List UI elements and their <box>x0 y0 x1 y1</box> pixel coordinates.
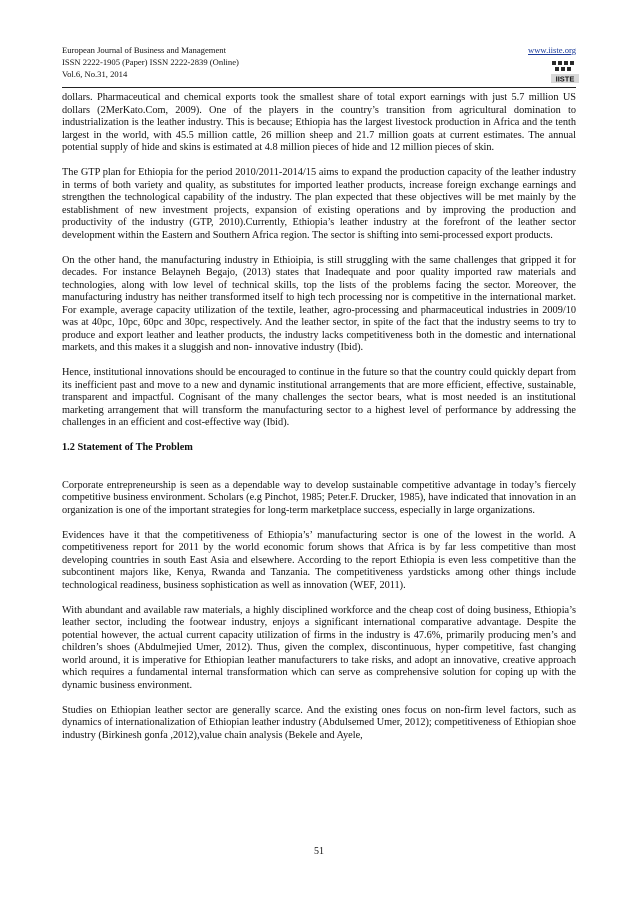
body-paragraph: Evidences have it that the competitiveness of Ethiopia’s’ manufacturing sector is one of the lowest in the world. A competitiveness report for 2011 by the world economic forum shows that Africa is by far less competitive than most developing countries in south East Asia and elsewhere. According to the report Ethiopia is even less competitive than the subcontinent majors like, Kenya, Rwanda and Tanzania. The competitiveness yardsticks among other things include technological readiness, business sophistication as well as innovation (WEF, 2011). <box>62 529 576 591</box>
body-paragraph: Corporate entrepreneurship is seen as a dependable way to develop sustainable competitive advantage in today’s fiercely competitive business environment. Scholars (e.g Pinchot, 1985; Peter.F. Drucker, 1985), have indicated that innovation in an organization is one of the important strategies for long-term marketplace success, especially in large organizations. <box>62 479 576 516</box>
journal-issn: ISSN 2222-1905 (Paper) ISSN 2222-2839 (Online) <box>62 57 239 68</box>
journal-url-link[interactable]: www.iiste.org <box>528 45 576 55</box>
section-heading: 1.2 Statement of The Problem <box>62 442 193 453</box>
body-paragraph: With abundant and available raw materials, a highly disciplined workforce and the cheap cost of doing business, Ethiopia’s leather sector, including the footwear industry, enjoys a significant international comparative advantage. Despite the potential however, the actual current capacity utilization of firms in the industry is 47.6%, primarily producing men’s and children’s shoes (Abdulmejied Umer, 2012). Thus, given the complex, discontinuous, hyper competitive, fast changing world around, it is imperative for Ethiopian leather manufacturers to take risks, and adopt an innovative, creative approach which requires a fundamental internal transformation which can serve as comprehensive solution for coping up with the dynamic business environment. <box>62 604 576 691</box>
body-paragraph: dollars. Pharmaceutical and chemical exports took the smallest share of total export earnings with just 5.7 million US dollars (2MerKato.Com, 2009). One of the players in the country’s transition from agricultural domination to industrialization is the leather industry. This is because; Ethiopia has the largest livestock production in Africa and the tenth largest in the world, with 45.5 million cattle, 26 million sheep and 21.7 million goats at current estimates. The annual potential supply of hide and skins is estimated at 4.8 million pieces of hide and 12 million pieces of skin. <box>62 92 576 153</box>
svg-text:IISTE: IISTE <box>555 74 575 84</box>
journal-header <box>62 44 576 81</box>
article-body <box>62 92 576 755</box>
body-paragraph: Studies on Ethiopian leather sector are generally scarce. And the existing ones focus on non-firm level factors, such as dynamics of internationalization of Ethiopian leather industry (Abdulsemed Umer, 2012); competitiveness of Ethiopian shoe industry (Birkinesh gonfa ,2012),value chain analysis (Bekele and Ayele, <box>62 704 576 741</box>
journal-volume: Vol.6, No.31, 2014 <box>62 69 128 80</box>
body-paragraph: On the other hand, the manufacturing industry in Ethioipia, is still struggling with the same challenges that gripped it for decades. For instance Belayneh Begajo, (2013) states that Inadequate and poor quality imported raw materials and technologies, along with low level of technical skills, top the lists of the problems facing the sector. Moreover, the manufacturing industry has neither transformed itself to high tech processing nor is competitive in the international market. For example, average capacity utilization of the textile, leather, agro-processing and pharmaceutical industries in 2009/10 was at 40pc, 10pc, 60pc and 30pc, respectively. And the leather sector, in spite of the fact that the industry seems to try to produce and export leather and leather products, the industry lacks competitiveness both in the domestic and international markets, and this makes it a sluggish and non- innovative industry (Ibid). <box>62 254 576 353</box>
body-paragraph: The GTP plan for Ethiopia for the period 2010/2011-2014/15 aims to expand the production capacity of the leather industry in terms of both variety and quality, as substitutes for imported leather products, increase foreign exchange earnings and strengthen the technological capability of the industry. The plan expected that these objectives will be met mainly by the establishment of new investment projects, expansion of existing operations and by improving the production and productivity of the industry (GTP, 2010).Currently, Ethiopia’s leather industry at the forefront of the leather sector development within the Eastern and Southern Africa region. The sector is shifting into semi-processed export products. <box>62 167 576 241</box>
header-divider <box>62 87 576 88</box>
iiste-logo-icon <box>550 58 580 84</box>
body-paragraph: Hence, institutional innovations should be encouraged to continue in the future so that the country could quickly depart from its inefficient past and move to a new and dynamic institutional arrangements that are more efficient, effective, sustainable, transparent and impactful. Cognisant of the many challenges the sector bears, what is most needed is an institutional marketing arrangement that will transform the manufacturing sector to a highest level of performance by addressing the challenges in an efficient and cost-effective way (Ibid). <box>62 367 576 428</box>
journal-name: European Journal of Business and Management <box>62 45 226 55</box>
page-number: 51 <box>314 846 324 857</box>
